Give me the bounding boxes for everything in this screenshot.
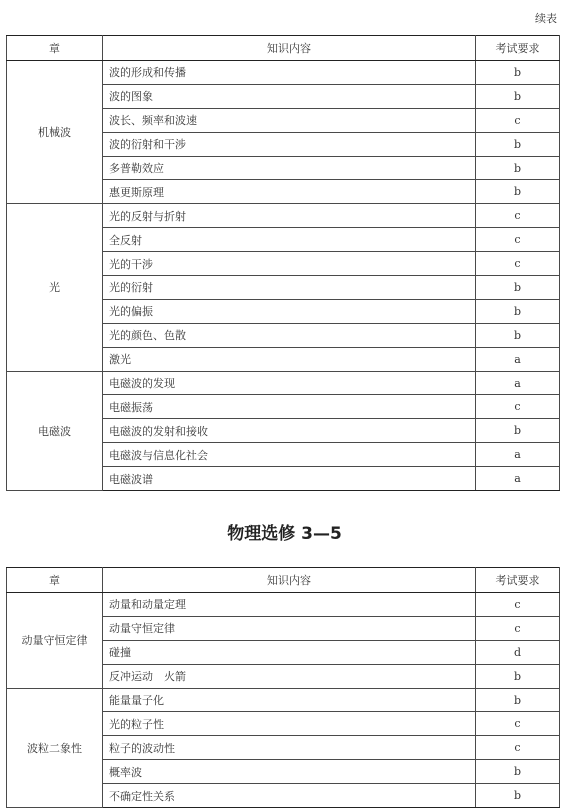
requirement-cell: c <box>476 204 560 228</box>
requirement-cell: b <box>476 276 560 300</box>
requirement-cell: c <box>476 395 560 419</box>
requirement-cell: b <box>476 664 560 688</box>
content-cell: 反冲运动 火箭 <box>103 664 476 688</box>
table-header-row <box>7 568 560 593</box>
content-cell: 电磁波谱 <box>103 467 476 491</box>
table-row <box>7 61 560 85</box>
content-cell: 光的偏振 <box>103 299 476 323</box>
content-cell: 概率波 <box>103 760 476 784</box>
header-chapter: 章 <box>7 568 103 593</box>
content-cell: 光的反射与折射 <box>103 204 476 228</box>
content-cell: 碰撞 <box>103 640 476 664</box>
table-row <box>7 204 560 228</box>
requirement-cell: c <box>476 712 560 736</box>
content-cell: 电磁波的发射和接收 <box>103 419 476 443</box>
knowledge-table-2 <box>6 567 560 808</box>
requirement-cell: b <box>476 180 560 204</box>
content-cell: 动量和动量定理 <box>103 593 476 617</box>
table-2-body <box>7 593 560 808</box>
content-cell: 光的粒子性 <box>103 712 476 736</box>
chapter-cell: 电磁波 <box>7 371 103 490</box>
requirement-cell: b <box>476 760 560 784</box>
content-cell: 惠更斯原理 <box>103 180 476 204</box>
table-row <box>7 593 560 617</box>
content-cell: 光的干涉 <box>103 252 476 276</box>
chapter-cell: 机械波 <box>7 61 103 204</box>
requirement-cell: b <box>476 84 560 108</box>
requirement-cell: c <box>476 736 560 760</box>
content-cell: 波的衍射和干涉 <box>103 132 476 156</box>
content-cell: 电磁振荡 <box>103 395 476 419</box>
table-row <box>7 371 560 395</box>
header-content: 知识内容 <box>103 568 476 593</box>
content-cell: 多普勒效应 <box>103 156 476 180</box>
requirement-cell: b <box>476 323 560 347</box>
table-row <box>7 688 560 712</box>
content-cell: 波的形成和传播 <box>103 61 476 85</box>
requirement-cell: a <box>476 467 560 491</box>
chapter-cell: 动量守恒定律 <box>7 593 103 689</box>
content-cell: 动量守恒定律 <box>103 616 476 640</box>
table-1-body <box>7 61 560 491</box>
content-cell: 电磁波的发现 <box>103 371 476 395</box>
chapter-cell: 波粒二象性 <box>7 688 103 807</box>
content-cell: 光的颜色、色散 <box>103 323 476 347</box>
section-title: 物理选修 3—5 <box>227 524 342 544</box>
content-cell: 不确定性关系 <box>103 784 476 808</box>
header-requirement: 考试要求 <box>476 568 560 593</box>
requirement-cell: b <box>476 61 560 85</box>
requirement-cell: a <box>476 347 560 371</box>
requirement-cell: c <box>476 616 560 640</box>
requirement-cell: d <box>476 640 560 664</box>
requirement-cell: b <box>476 784 560 808</box>
requirement-cell: c <box>476 252 560 276</box>
requirement-cell: b <box>476 156 560 180</box>
content-cell: 光的衍射 <box>103 276 476 300</box>
requirement-cell: b <box>476 132 560 156</box>
header-content: 知识内容 <box>103 36 476 61</box>
header-requirement: 考试要求 <box>476 36 560 61</box>
requirement-cell: c <box>476 593 560 617</box>
knowledge-table-1 <box>6 35 560 491</box>
content-cell: 电磁波与信息化社会 <box>103 443 476 467</box>
requirement-cell: c <box>476 228 560 252</box>
requirement-cell: b <box>476 688 560 712</box>
content-cell: 波长、频率和波速 <box>103 108 476 132</box>
content-cell: 粒子的波动性 <box>103 736 476 760</box>
table-header-row <box>7 36 560 61</box>
requirement-cell: a <box>476 443 560 467</box>
requirement-cell: b <box>476 299 560 323</box>
header-chapter: 章 <box>7 36 103 61</box>
requirement-cell: b <box>476 419 560 443</box>
content-cell: 激光 <box>103 347 476 371</box>
chapter-cell: 光 <box>7 204 103 371</box>
content-cell: 能量量子化 <box>103 688 476 712</box>
continued-label: 续表 <box>535 12 557 25</box>
content-cell: 全反射 <box>103 228 476 252</box>
content-cell: 波的图象 <box>103 84 476 108</box>
requirement-cell: c <box>476 108 560 132</box>
requirement-cell: a <box>476 371 560 395</box>
